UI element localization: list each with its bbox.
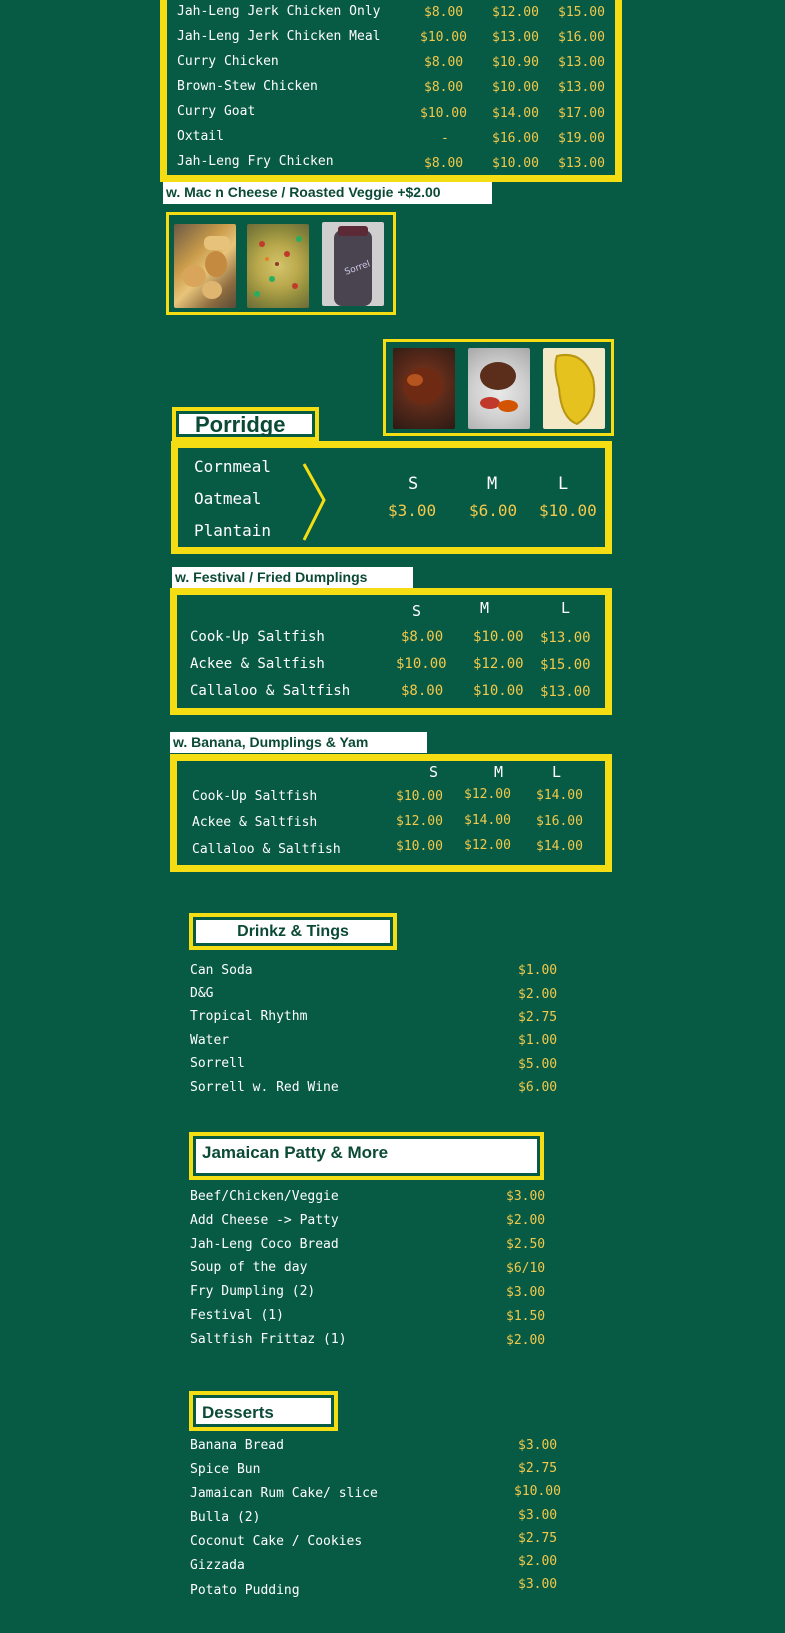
festival-label: w. Festival / Fried Dumplings <box>172 567 413 588</box>
desserts-title: Desserts <box>196 1398 331 1424</box>
price-s: $8.00 <box>424 156 464 171</box>
item-name: Ackee & Saltfish <box>190 656 325 672</box>
price-s: $10.00 <box>396 839 443 854</box>
dessert-price: $2.75 <box>518 1461 558 1476</box>
patty-item-name: Add Cheese -> Patty <box>190 1213 339 1228</box>
patty-item-price: $6/10 <box>506 1261 546 1276</box>
patty-item-name: Jah-Leng Coco Bread <box>190 1237 339 1252</box>
price-l: $15.00 <box>558 5 605 20</box>
drink-name: Sorrell w. Red Wine <box>190 1080 339 1095</box>
size-label-m: M <box>487 474 498 494</box>
drink-price: $2.00 <box>518 987 558 1002</box>
item-name: Callaloo & Saltfish <box>190 683 351 699</box>
patty-item-price: $1.50 <box>506 1309 546 1324</box>
drinks-title: Drinkz & Tings <box>196 920 390 943</box>
price-l: $13.00 <box>558 55 605 70</box>
size-label-m: M <box>494 763 504 781</box>
addon-label: w. Mac n Cheese / Roasted Veggie +$2.00 <box>163 182 492 204</box>
item-name: Jah-Leng Jerk Chicken Only <box>177 4 381 19</box>
dessert-price: $2.75 <box>518 1531 558 1546</box>
dessert-price: $3.00 <box>518 1438 558 1453</box>
price-m: $16.00 <box>492 131 539 146</box>
porridge-price-l: $10.00 <box>539 501 597 520</box>
patty-image <box>543 348 605 429</box>
price-l: $16.00 <box>558 30 605 45</box>
drinks-title-box <box>189 913 397 950</box>
dessert-price: $3.00 <box>518 1577 558 1592</box>
price-m: $13.00 <box>492 30 539 45</box>
drink-price: $5.00 <box>518 1057 558 1072</box>
patty-item-name: Festival (1) <box>190 1308 284 1323</box>
price-s: $10.00 <box>396 789 443 804</box>
patty-item-name: Saltfish Frittaz (1) <box>190 1332 347 1347</box>
price-l: $13.00 <box>540 630 591 646</box>
item-name: Callaloo & Saltfish <box>192 842 341 857</box>
drink-name: Tropical Rhythm <box>190 1009 308 1024</box>
price-l: $15.00 <box>540 657 591 673</box>
dumplings-image <box>174 224 236 308</box>
dumplings-photo <box>174 224 236 308</box>
item-name: Cook-Up Saltfish <box>190 629 325 645</box>
price-l: $14.00 <box>536 788 583 803</box>
porridge-title: Porridge <box>179 414 312 434</box>
brace-icon <box>298 462 328 542</box>
patty-item-name: Beef/Chicken/Veggie <box>190 1189 339 1204</box>
price-m: $10.00 <box>492 80 539 95</box>
item-name: Ackee & Saltfish <box>192 815 318 830</box>
drink-name: Sorrell <box>190 1056 245 1071</box>
patty-title: Jamaican Patty & More <box>196 1139 537 1173</box>
item-name: Brown-Stew Chicken <box>177 79 318 94</box>
price-m: $12.00 <box>464 838 511 853</box>
oxtail-image <box>468 348 530 429</box>
price-m: $10.90 <box>492 55 539 70</box>
price-m: $12.00 <box>492 5 539 20</box>
price-m: $12.00 <box>464 787 511 802</box>
patty-item-price: $3.00 <box>506 1285 546 1300</box>
drink-name: Can Soda <box>190 963 253 978</box>
price-s: $12.00 <box>396 814 443 829</box>
drink-price: $2.75 <box>518 1010 558 1025</box>
dessert-name: Gizzada <box>190 1558 245 1573</box>
size-label-l: L <box>558 474 569 494</box>
sorrel-bottle-photo <box>322 222 384 306</box>
size-label-s: S <box>408 474 419 494</box>
price-s: $10.00 <box>420 30 467 45</box>
size-label-m: M <box>480 599 490 617</box>
price-s: $8.00 <box>401 683 444 699</box>
item-name: Jah-Leng Fry Chicken <box>177 154 334 169</box>
price-l: $16.00 <box>536 814 583 829</box>
porridge-item: Cornmeal <box>194 457 272 476</box>
jerk-chicken-photo <box>393 348 455 429</box>
dessert-name: Spice Bun <box>190 1462 261 1477</box>
rice-peas-photo <box>247 224 309 308</box>
price-s: $10.00 <box>420 106 467 121</box>
porridge-item: Plantain <box>194 521 272 540</box>
dessert-name: Potato Pudding <box>190 1583 300 1598</box>
patty-photo <box>543 348 605 429</box>
drink-name: Water <box>190 1033 230 1048</box>
size-label-l: L <box>561 599 571 617</box>
bottle-image <box>322 222 384 308</box>
patty-title-box <box>189 1132 544 1180</box>
price-m: $10.00 <box>492 156 539 171</box>
price-s: $10.00 <box>396 656 447 672</box>
banana-label: w. Banana, Dumplings & Yam <box>170 732 427 753</box>
dessert-name: Bulla (2) <box>190 1510 261 1525</box>
patty-item-price: $2.00 <box>506 1213 546 1228</box>
size-label-l: L <box>552 763 562 781</box>
drink-price: $1.00 <box>518 963 558 978</box>
item-name: Cook-Up Saltfish <box>192 789 318 804</box>
jerk-chicken-image <box>393 348 455 429</box>
drink-price: $1.00 <box>518 1033 558 1048</box>
dessert-price: $10.00 <box>514 1484 561 1499</box>
patty-item-price: $3.00 <box>506 1189 546 1204</box>
patty-item-price: $2.00 <box>506 1333 546 1348</box>
dessert-price: $3.00 <box>518 1508 558 1523</box>
size-label-s: S <box>412 602 422 620</box>
price-s: - <box>441 131 449 146</box>
patty-item-name: Soup of the day <box>190 1260 308 1275</box>
dessert-price: $2.00 <box>518 1554 558 1569</box>
item-name: Curry Chicken <box>177 54 279 69</box>
price-m: $14.00 <box>464 813 511 828</box>
price-s: $8.00 <box>401 629 444 645</box>
price-s: $8.00 <box>424 80 464 95</box>
item-name: Curry Goat <box>177 104 256 119</box>
porridge-price-s: $3.00 <box>388 501 437 520</box>
price-m: $10.00 <box>473 629 524 645</box>
dessert-name: Coconut Cake / Cookies <box>190 1534 363 1549</box>
svg-text:Sorrel: Sorrel <box>343 259 372 278</box>
dessert-name: Jamaican Rum Cake/ slice <box>190 1486 378 1501</box>
price-l: $13.00 <box>540 684 591 700</box>
item-name: Oxtail <box>177 129 224 144</box>
item-name: Jah-Leng Jerk Chicken Meal <box>177 29 381 44</box>
patty-item-name: Fry Dumpling (2) <box>190 1284 316 1299</box>
price-l: $19.00 <box>558 131 605 146</box>
price-l: $14.00 <box>536 839 583 854</box>
rice-image <box>247 224 309 308</box>
price-l: $13.00 <box>558 80 605 95</box>
patty-item-price: $2.50 <box>506 1237 546 1252</box>
price-s: $8.00 <box>424 5 464 20</box>
size-label-s: S <box>429 763 439 781</box>
dessert-name: Banana Bread <box>190 1438 284 1453</box>
drink-price: $6.00 <box>518 1080 558 1095</box>
price-l: $17.00 <box>558 106 605 121</box>
price-m: $10.00 <box>473 683 524 699</box>
price-l: $13.00 <box>558 156 605 171</box>
price-m: $12.00 <box>473 656 524 672</box>
price-s: $8.00 <box>424 55 464 70</box>
porridge-item: Oatmeal <box>194 489 262 508</box>
porridge-title-box <box>172 407 319 441</box>
desserts-title-box <box>189 1391 338 1431</box>
drink-name: D&G <box>190 986 214 1001</box>
porridge-price-m: $6.00 <box>469 501 518 520</box>
oxtail-plate-photo <box>468 348 530 429</box>
price-m: $14.00 <box>492 106 539 121</box>
